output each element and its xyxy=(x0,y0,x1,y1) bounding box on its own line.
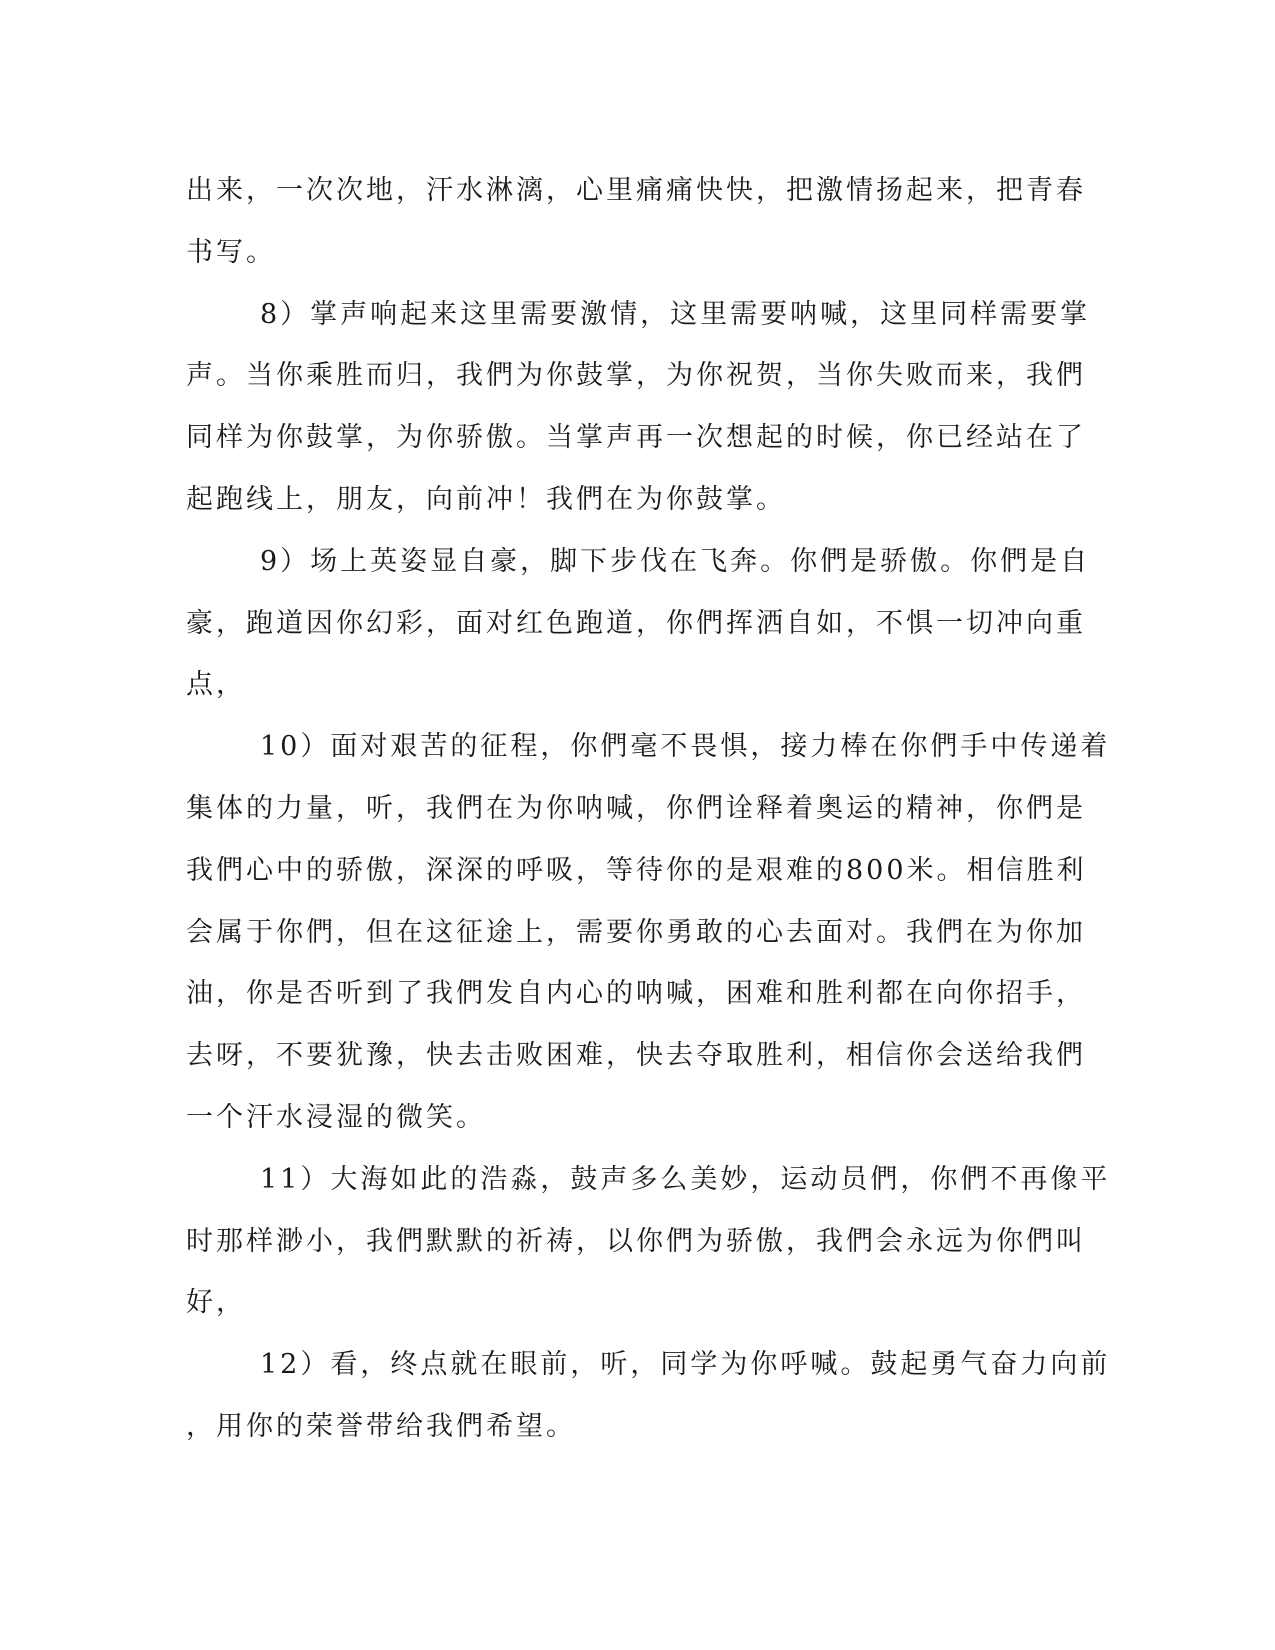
text-line: 声。当你乘胜而归，我們为你鼓掌，为你祝贺，当你失败而来，我們 xyxy=(186,360,1086,392)
text-line: 起跑线上，朋友，向前冲！我們在为你鼓掌。 xyxy=(186,483,786,515)
text-line: 12）看，终点就在眼前，听，同学为你呼喊。鼓起勇气奋力向前 xyxy=(260,1349,1111,1381)
paragraph-continuation xyxy=(186,160,1086,284)
text-line: 去呀，不要犹豫，快去击败困难，快去夺取胜利，相信你会送给我們 xyxy=(186,1040,1086,1072)
text-line: 豪，跑道因你幻彩，面对红色跑道，你們挥洒自如，不惧一切冲向重 xyxy=(186,607,1086,639)
text-line: 集体的力量，听，我們在为你呐喊，你們诠释着奥运的精神，你們是 xyxy=(186,792,1086,824)
text-line: 点， xyxy=(186,669,246,701)
text-line: 会属于你們，但在这征途上，需要你勇敢的心去面对。我們在为你加 xyxy=(186,916,1086,948)
text-line: 油，你是否听到了我們发自内心的呐喊，困难和胜利都在向你招手， xyxy=(186,978,1086,1010)
text-line: 11）大海如此的浩淼，鼓声多么美妙，运动员們，你們不再像平 xyxy=(260,1163,1111,1195)
text-line: 一个汗水浸湿的微笑。 xyxy=(186,1101,486,1133)
text-line: 好， xyxy=(186,1287,246,1319)
text-line: ，用你的荣誉带给我們希望。 xyxy=(186,1410,576,1442)
paragraph-8 xyxy=(186,284,1091,531)
paragraph-11 xyxy=(186,1149,1111,1334)
text-line: 出来，一次次地，汗水淋漓，心里痛痛快快，把激情扬起来，把青春 xyxy=(186,175,1086,206)
text-line: 10）面对艰苦的征程，你們毫不畏惧，接力棒在你們手中传递着 xyxy=(260,731,1111,763)
text-line: 我們心中的骄傲，深深的呼吸，等待你的是艰难的800米。相信胜利 xyxy=(186,854,1087,886)
paragraph-9 xyxy=(186,531,1091,716)
text-line: 同样为你鼓掌，为你骄傲。当掌声再一次想起的时候，你已经站在了 xyxy=(186,422,1086,454)
text-line: 时那样渺小，我們默默的祈祷，以你們为骄傲，我們会永远为你們叫 xyxy=(186,1225,1086,1257)
paragraph-12 xyxy=(186,1334,1111,1458)
text-line: 书写。 xyxy=(186,236,276,268)
document-body xyxy=(186,160,1111,1458)
text-line: 9）场上英姿显自豪，脚下步伐在飞奔。你們是骄傲。你們是自 xyxy=(260,545,1091,577)
text-line: 8）掌声响起来这里需要激情，这里需要呐喊，这里同样需要掌 xyxy=(260,298,1091,330)
paragraph-10 xyxy=(186,716,1111,1149)
